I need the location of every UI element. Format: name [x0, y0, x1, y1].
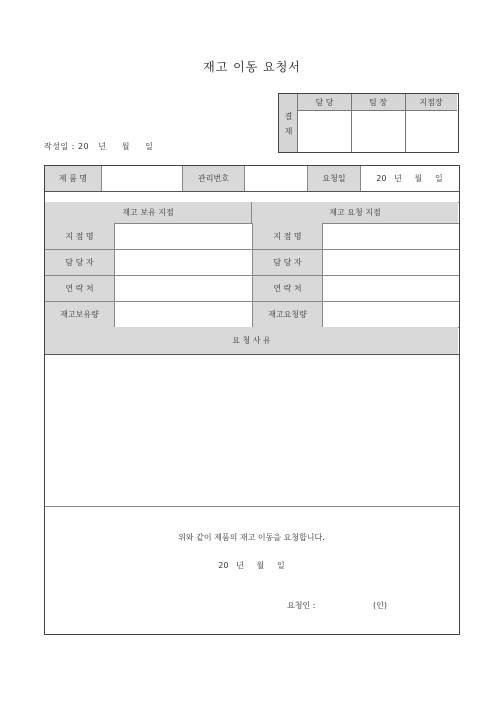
holding-manager-field[interactable] — [115, 249, 252, 275]
holding-stock-qty-field[interactable] — [115, 301, 252, 327]
document-title: 재고 이동 요청서 — [203, 60, 301, 74]
holding-branch-name-label: 지 점 명 — [45, 223, 115, 249]
footer-date: 20 년 월 일 — [218, 561, 285, 570]
mgmt-number-field[interactable] — [245, 166, 308, 191]
product-name-label: 제 품 명 — [45, 166, 102, 191]
request-date-field[interactable]: 20 년 월 일 — [376, 174, 443, 183]
divider — [45, 506, 459, 507]
written-date: 작성일 : 20 년 월 일 — [44, 142, 154, 151]
requester-label: 요청인 : — [287, 601, 316, 610]
requesting-branch-name-label: 지 점 명 — [253, 223, 323, 249]
holding-manager-label: 담 당 자 — [45, 249, 115, 275]
requesting-branch-header: 재고 요청 지점 — [252, 202, 458, 223]
holding-branch-name-field[interactable] — [115, 223, 252, 249]
seal-mark: (인) — [373, 601, 387, 610]
approval-sign-staff[interactable] — [298, 111, 351, 151]
holding-contact-field[interactable] — [115, 275, 252, 301]
approval-side-top: 결 — [284, 112, 293, 121]
requesting-manager-field[interactable] — [323, 249, 458, 275]
divider — [45, 301, 459, 302]
requesting-qty-label: 재고요청량 — [253, 301, 323, 327]
divider — [45, 191, 459, 192]
request-date-label: 요청일 — [308, 166, 361, 191]
reason-header: 요 청 사 유 — [45, 327, 458, 354]
approval-side-label — [279, 94, 298, 152]
main-form — [44, 165, 460, 635]
mgmt-number-label: 관리번호 — [183, 166, 245, 191]
approval-col-staff: 담 당 — [298, 94, 351, 111]
approval-col-team-lead: 팀 장 — [351, 94, 405, 111]
product-name-field[interactable] — [102, 166, 183, 191]
approval-sign-branch-manager[interactable] — [405, 111, 457, 151]
divider — [45, 275, 459, 276]
approval-col-branch-manager: 지점장 — [405, 94, 457, 111]
requesting-branch-name-field[interactable] — [323, 223, 458, 249]
holding-stock-qty-label: 재고보유량 — [45, 301, 115, 327]
divider — [45, 249, 459, 250]
approval-side-bottom: 재 — [284, 127, 293, 136]
requesting-manager-label: 담 당 자 — [253, 249, 323, 275]
requesting-contact-field[interactable] — [323, 275, 458, 301]
requesting-qty-field[interactable] — [323, 301, 458, 327]
approval-sign-team-lead[interactable] — [351, 111, 405, 151]
requesting-contact-label: 연 락 처 — [253, 275, 323, 301]
approval-box — [278, 93, 459, 153]
holding-contact-label: 연 락 처 — [45, 275, 115, 301]
requester-name-field[interactable] — [330, 596, 372, 610]
request-statement: 위와 같이 제품의 재고 이동을 요청합니다. — [178, 533, 325, 542]
holding-branch-header: 재고 보유 지점 — [45, 202, 252, 223]
reason-field[interactable] — [45, 355, 458, 505]
